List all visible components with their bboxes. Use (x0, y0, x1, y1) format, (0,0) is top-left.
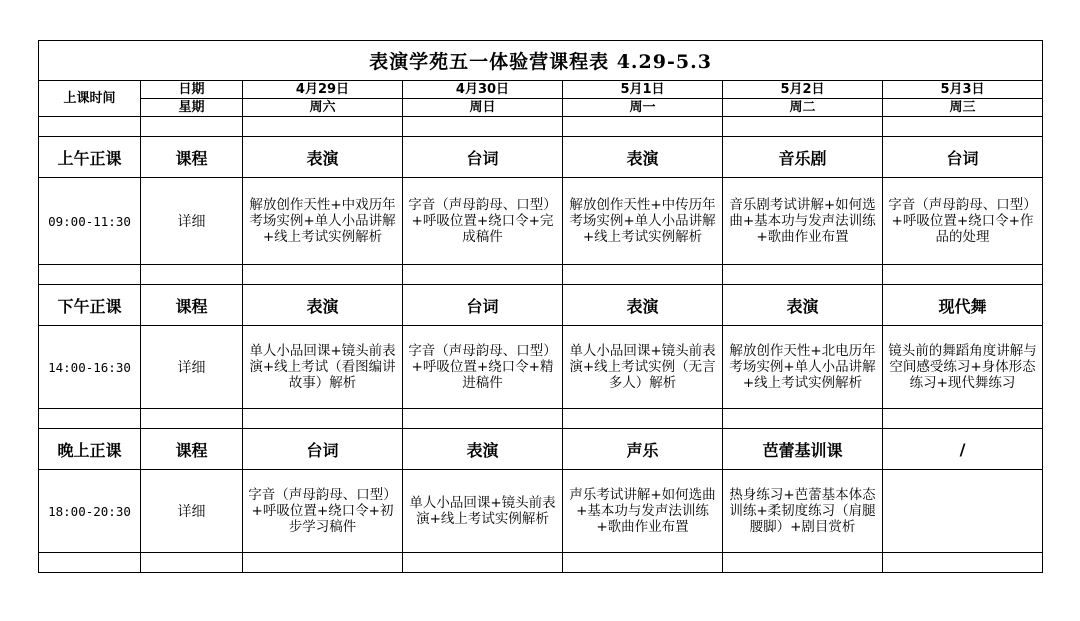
course-cell: 表演 (563, 137, 723, 178)
course-row (39, 137, 1043, 178)
date-header: 日期 (141, 81, 243, 99)
session-name: 下午正课 (39, 285, 141, 326)
date-cell: 4月29日 (243, 81, 403, 99)
page-title: 表演学苑五一体验营课程表 4.29-5.3 (39, 41, 1043, 81)
weekday-cell: 周三 (883, 99, 1043, 117)
date-cell: 5月2日 (723, 81, 883, 99)
spacer-row (39, 265, 1043, 285)
weekday-row (39, 99, 1043, 117)
detail-cell: 单人小品回课+镜头前表演+线上考试实例解析 (403, 470, 563, 553)
session-time: 09:00-11:30 (39, 178, 141, 265)
weekday-cell: 周二 (723, 99, 883, 117)
weekday-cell: 周一 (563, 99, 723, 117)
spacer-row (39, 117, 1043, 137)
detail-row (39, 326, 1043, 409)
course-cell: 表演 (723, 285, 883, 326)
course-cell: 芭蕾基训课 (723, 429, 883, 470)
detail-cell: 镜头前的舞蹈角度讲解与空间感受练习+身体形态练习+现代舞练习 (883, 326, 1043, 409)
spacer-row (39, 553, 1043, 573)
detail-label: 详细 (141, 326, 243, 409)
course-cell: 表演 (243, 137, 403, 178)
detail-cell: 单人小品回课+镜头前表演+线上考试（看图编讲故事）解析 (243, 326, 403, 409)
schedule-table (38, 40, 1043, 573)
session-name: 上午正课 (39, 137, 141, 178)
date-row (39, 81, 1043, 99)
detail-cell: 字音（声母韵母、口型）+呼吸位置+绕口令+初步学习稿件 (243, 470, 403, 553)
course-cell: 台词 (403, 137, 563, 178)
course-cell: 台词 (243, 429, 403, 470)
date-cell: 5月3日 (883, 81, 1043, 99)
course-cell: 台词 (883, 137, 1043, 178)
detail-cell (883, 470, 1043, 553)
detail-label: 详细 (141, 178, 243, 265)
detail-cell: 音乐剧考试讲解+如何选曲+基本功与发声法训练+歌曲作业布置 (723, 178, 883, 265)
title-row (39, 41, 1043, 81)
detail-cell: 解放创作天性+北电历年考场实例+单人小品讲解+线上考试实例解析 (723, 326, 883, 409)
detail-label: 详细 (141, 470, 243, 553)
detail-row (39, 178, 1043, 265)
course-label: 课程 (141, 137, 243, 178)
detail-cell: 热身练习+芭蕾基本体态训练+柔韧度练习（肩腿腰脚）+剧目赏析 (723, 470, 883, 553)
detail-row (39, 470, 1043, 553)
detail-cell: 单人小品回课+镜头前表演+线上考试实例（无言多人）解析 (563, 326, 723, 409)
detail-cell: 声乐考试讲解+如何选曲+基本功与发声法训练+歌曲作业布置 (563, 470, 723, 553)
course-row (39, 285, 1043, 326)
detail-cell: 字音（声母韵母、口型）+呼吸位置+绕口令+作品的处理 (883, 178, 1043, 265)
course-label: 课程 (141, 429, 243, 470)
course-cell: 表演 (563, 285, 723, 326)
detail-cell: 字音（声母韵母、口型）+呼吸位置+绕口令+完成稿件 (403, 178, 563, 265)
course-cell: 表演 (243, 285, 403, 326)
course-cell: 台词 (403, 285, 563, 326)
spacer-row (39, 409, 1043, 429)
detail-cell: 解放创作天性+中戏历年考场实例+单人小品讲解+线上考试实例解析 (243, 178, 403, 265)
session-time: 14:00-16:30 (39, 326, 141, 409)
session-name: 晚上正课 (39, 429, 141, 470)
date-cell: 4月30日 (403, 81, 563, 99)
time-header: 上课时间 (39, 81, 141, 117)
course-cell: / (883, 429, 1043, 470)
course-cell: 音乐剧 (723, 137, 883, 178)
course-cell: 表演 (403, 429, 563, 470)
detail-cell: 解放创作天性+中传历年考场实例+单人小品讲解+线上考试实例解析 (563, 178, 723, 265)
course-cell: 现代舞 (883, 285, 1043, 326)
weekday-cell: 周日 (403, 99, 563, 117)
detail-cell: 字音（声母韵母、口型）+呼吸位置+绕口令+精进稿件 (403, 326, 563, 409)
session-time: 18:00-20:30 (39, 470, 141, 553)
course-row (39, 429, 1043, 470)
course-cell: 声乐 (563, 429, 723, 470)
course-label: 课程 (141, 285, 243, 326)
weekday-header: 星期 (141, 99, 243, 117)
date-cell: 5月1日 (563, 81, 723, 99)
weekday-cell: 周六 (243, 99, 403, 117)
